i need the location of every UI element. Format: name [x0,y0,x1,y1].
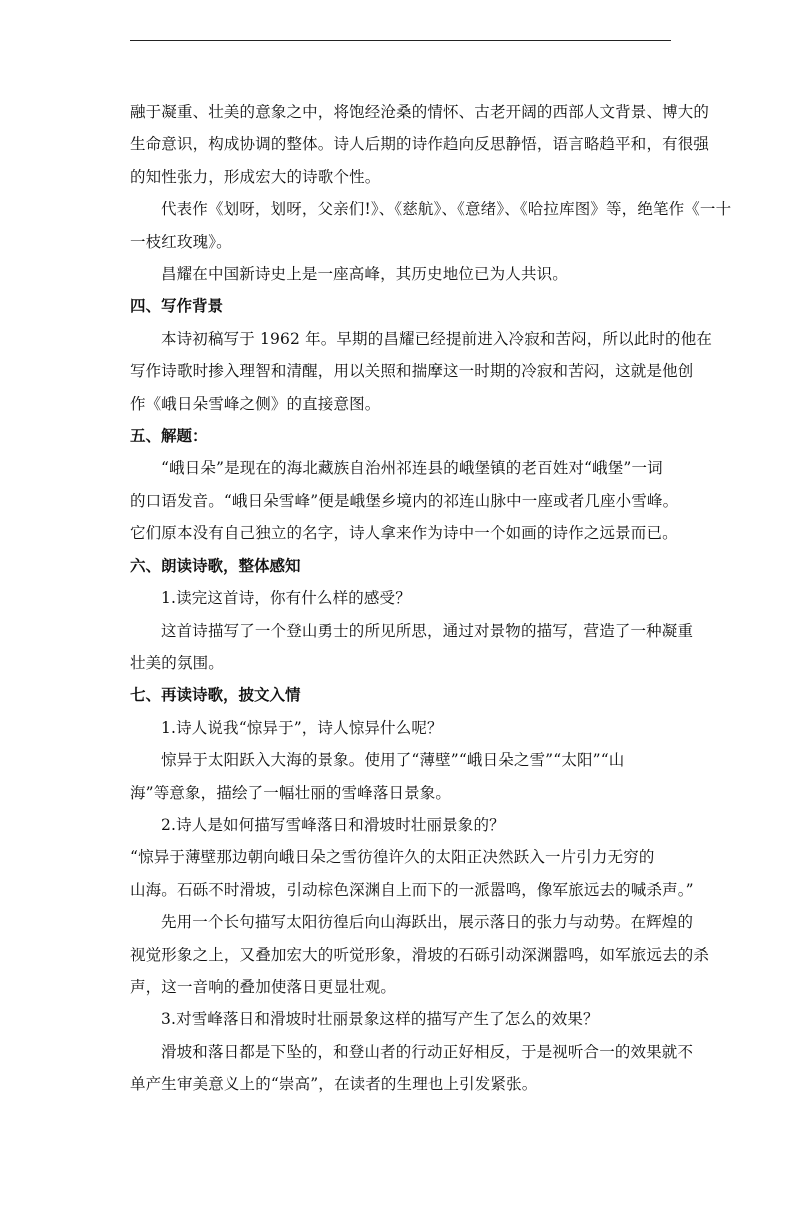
document-body [130,96,732,1101]
paragraph: 融于凝重、壮美的意象之中，将饱经沧桑的情怀、古老开阔的西部人文背景、博大的 生命意识，构成协调的整体。诗人后期的诗作趋向反思静悟，语言略趋平和，有很强 的知性张力，形成宏大的诗歌个性。 [130,103,710,186]
answer: 先用一个长句描写太阳彷徨后向山海跃出，展示落日的张力与动势。在辉煌的 视觉形象之上，又叠加宏大的听觉形象，滑坡的石砾引动深渊嚣鸣，如军旅远去的杀 声，这一音响的叠加使落日更显壮观。 [130,913,710,996]
answer: 这首诗描写了一个登山勇士的所见所思，通过对景物的描写，营造了一种凝重 壮美的氛围。 [130,621,694,672]
question: 3.对雪峰落日和滑坡时壮丽景象这样的描写产生了怎么的效果？ [161,1010,599,1029]
answer: 惊异于太阳跃入大海的景象。使用了“薄壁”“峨日朵之雪”“太阳”“山 海”等意象，描绘了一幅壮丽的雪峰落日景象。 [130,751,625,802]
section-heading: 七、再读诗歌，披文入情 [130,686,301,705]
answer: 滑坡和落日都是下坠的，和登山者的行动正好相反，于是视听合一的效果就不 单产生审美意义上的“崇高”，在读者的生理也上引发紧张。 [130,1042,694,1094]
section-heading: 六、朗读诗歌，整体感知 [130,556,301,575]
paragraph: 代表作《划呀，划呀，父亲们!》、《慈航》、《意绪》、《哈拉库图》等，绝笔作《一十 一枝红玫瑰》。 [130,200,732,251]
question: 2.诗人是如何描写雪峰落日和滑坡时壮丽景象的？ [161,815,505,834]
question: 1.读完这首诗，你有什么样的感受？ [161,589,411,608]
header-rule [130,40,671,41]
quotation: “惊异于薄壁那边朝向峨日朵之雪彷徨许久的太阳正决然跃入一片引力无穷的 山海。石砾不时滑坡，引动棕色深渊自上而下的一派嚣鸣，像军旅远去的喊杀声。” [130,848,694,899]
question: 1.诗人说我“惊异于”，诗人惊异什么呢？ [161,718,443,737]
section-heading: 四、写作背景 [130,297,224,316]
paragraph: 本诗初稿写于 1962 年。早期的昌耀已经提前进入冷寂和苦闷，所以此时的他在 写作诗歌时掺入理智和清醒，用以关照和揣摩这一时期的冷寂和苦闷，这就是他创 作《峨日朵雪峰之侧》的直接意图。 [130,329,713,413]
paragraph: “峨日朵”是现在的海北藏族自治州祁连县的峨堡镇的老百姓对“峨堡”一词 的口语发音。“峨日朵雪峰”便是峨堡乡境内的祁连山脉中一座或者几座小雪峰。 它们原本没有自己独立的名字，诗人拿来作为诗中一个如画的诗作之远景而已。 [130,459,679,543]
paragraph: 昌耀在中国新诗史上是一座高峰，其历史地位已为人共识。 [161,265,568,284]
section-heading: 五、解题： [130,427,208,446]
